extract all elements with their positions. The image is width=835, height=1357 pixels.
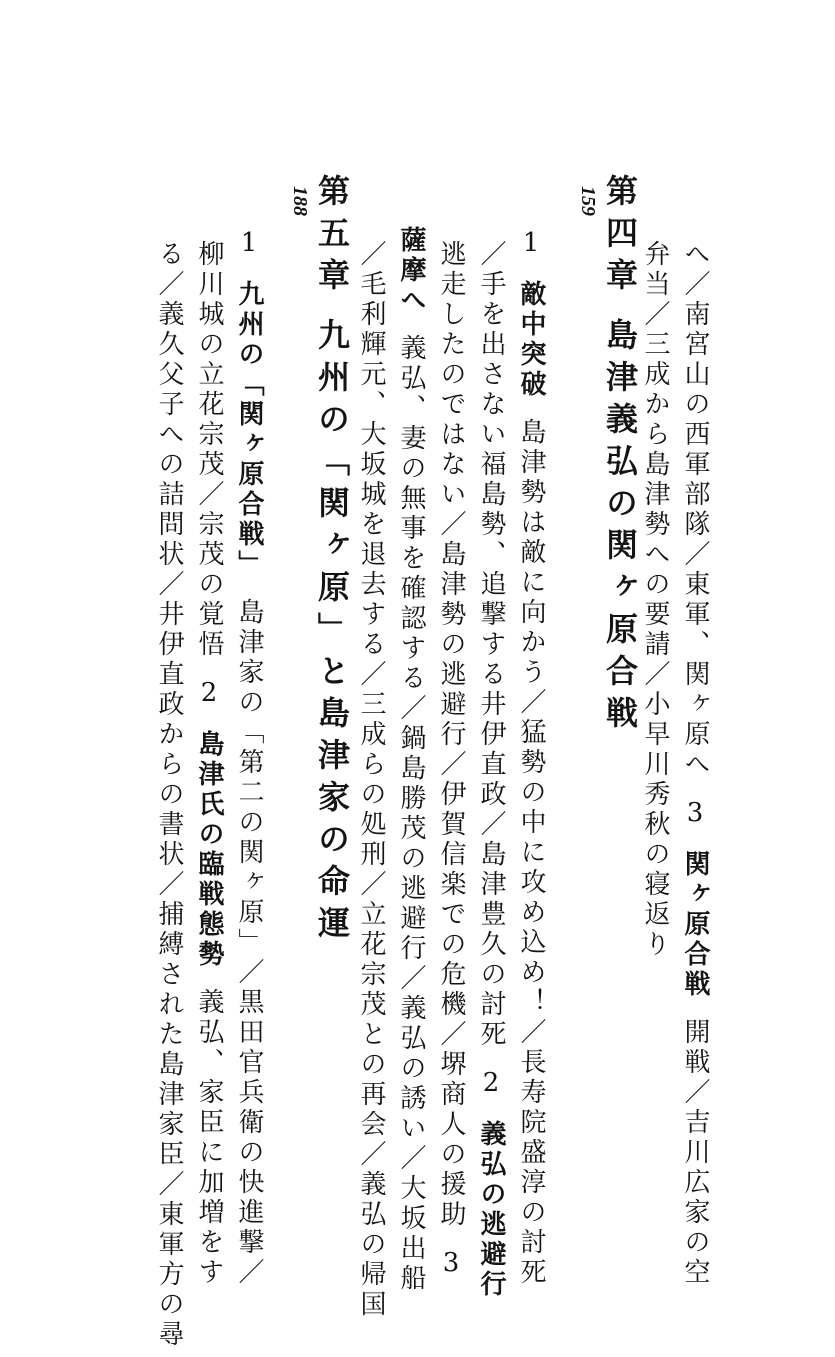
section-title: 敵中突破 [516, 280, 546, 400]
section-number: 2 [194, 678, 224, 712]
text-segment: へ／南宮山の西軍部隊／東軍、関ヶ原へ [680, 240, 710, 780]
chapter-4-title: 島津義弘の関ヶ原合戦 [601, 318, 639, 738]
text-segment: ／手を出さない福島勢、追撃する井伊直政／島津豊久の討死 [476, 240, 506, 1050]
text-segment: 島津勢は敵に向かう／猛勢の中に攻め込め！／長寿院盛淳の討死 [516, 418, 546, 1288]
toc-line-12 [156, 240, 182, 1350]
section-title: 島津氏の臨戦態勢 [194, 730, 224, 970]
section-number: 1 [234, 228, 264, 262]
section-title: 九州の「関ヶ原合戦」 [234, 280, 264, 580]
chapter-4-heading [572, 174, 639, 738]
text-segment: 義弘、妻の無事を確認する／鍋島勝茂の逃避行／義弘の誘い／大坂出船 [396, 334, 426, 1294]
chapter-5-page-number: 188 [289, 186, 311, 216]
toc-line-4 [518, 228, 544, 1288]
toc-line-7 [398, 226, 424, 1294]
text-segment: ／毛利輝元、大坂城を退去する／三成らの処刑／立花宗茂との再会／義弘の帰国 [356, 240, 386, 1320]
chapter-5-title: 九州の「関ヶ原」と島津家の命運 [313, 318, 351, 948]
text-segment: 開戦／吉川広家の空 [680, 1018, 710, 1288]
text-segment: 義弘、家臣に加増をす [194, 988, 224, 1288]
toc-line-5 [478, 240, 504, 1300]
toc-line-1 [682, 240, 708, 1288]
text-segment: 島津家の「第二の関ヶ原」／黒田官兵衛の快進撃／ [234, 598, 264, 1288]
toc-line-10 [236, 228, 262, 1288]
section-title: 薩摩へ [396, 226, 426, 316]
toc-line-11 [196, 240, 222, 1288]
chapter-5-label: 第五章 [313, 174, 351, 300]
section-number: 2 [476, 1068, 506, 1102]
toc-line-8 [358, 240, 384, 1320]
section-number: 3 [436, 1248, 466, 1282]
text-segment: 弁当／三成から島津勢への要請／小早川秀秋の寝返り [640, 240, 670, 960]
section-number: 1 [516, 228, 546, 262]
section-title: 関ヶ原合戦 [680, 850, 710, 1000]
section-title: 義弘の逃避行 [476, 1120, 506, 1300]
text-segment: 逃走したのではない／島津勢の逃避行／伊賀信楽での危機／堺商人の援助 [436, 240, 466, 1230]
text-segment: 柳川城の立花宗茂／宗茂の覚悟 [194, 240, 224, 660]
toc-line-6 [438, 240, 464, 1282]
chapter-5-heading [284, 174, 351, 948]
section-number: 3 [680, 798, 710, 832]
chapter-4-page-number: 159 [577, 186, 599, 216]
text-segment: る／義久父子への詰問状／井伊直政からの書状／捕縛された島津家臣／東軍方の尋 [154, 240, 184, 1350]
chapter-4-label: 第四章 [601, 174, 639, 300]
toc-line-2 [642, 240, 668, 960]
